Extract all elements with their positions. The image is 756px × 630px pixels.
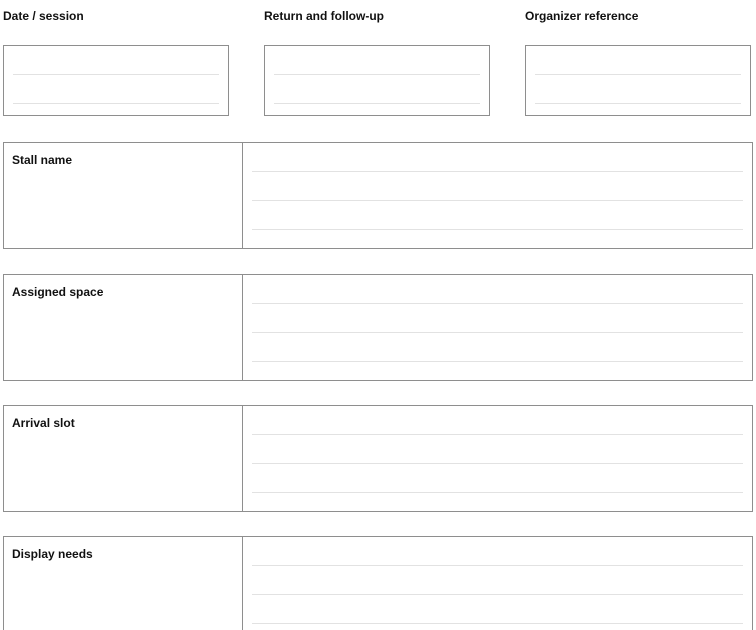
writing-line — [252, 565, 743, 566]
arrival-slot-label: Arrival slot — [12, 416, 75, 430]
arrival-slot-label-cell — [4, 406, 243, 511]
writing-line — [252, 492, 743, 493]
writing-line — [252, 463, 743, 464]
display-needs-row — [3, 536, 753, 630]
display-needs-field[interactable] — [243, 537, 752, 630]
assigned-space-label-cell — [4, 275, 243, 380]
writing-line — [252, 361, 743, 362]
writing-line — [252, 594, 743, 595]
organizer-reference-label: Organizer reference — [525, 9, 639, 23]
organizer-reference-field[interactable] — [525, 45, 751, 116]
writing-line — [274, 103, 480, 104]
writing-line — [252, 623, 743, 624]
writing-line — [252, 229, 743, 230]
arrival-slot-row — [3, 405, 753, 512]
writing-line — [252, 434, 743, 435]
display-needs-label: Display needs — [12, 547, 93, 561]
writing-line — [13, 103, 219, 104]
writing-line — [535, 103, 741, 104]
return-followup-field[interactable] — [264, 45, 490, 116]
assigned-space-row — [3, 274, 753, 381]
writing-line — [274, 74, 480, 75]
writing-line — [13, 74, 219, 75]
stall-name-row — [3, 142, 753, 249]
date-session-field[interactable] — [3, 45, 229, 116]
writing-line — [252, 171, 743, 172]
writing-line — [252, 200, 743, 201]
display-needs-label-cell — [4, 537, 243, 630]
return-followup-label: Return and follow-up — [264, 9, 384, 23]
arrival-slot-field[interactable] — [243, 406, 752, 511]
stall-name-field[interactable] — [243, 143, 752, 248]
assigned-space-label: Assigned space — [12, 285, 104, 299]
writing-line — [535, 74, 741, 75]
stall-name-label: Stall name — [12, 153, 73, 167]
stall-name-label-cell — [4, 143, 243, 248]
assigned-space-field[interactable] — [243, 275, 752, 380]
writing-line — [252, 332, 743, 333]
date-session-label: Date / session — [3, 9, 84, 23]
writing-line — [252, 303, 743, 304]
